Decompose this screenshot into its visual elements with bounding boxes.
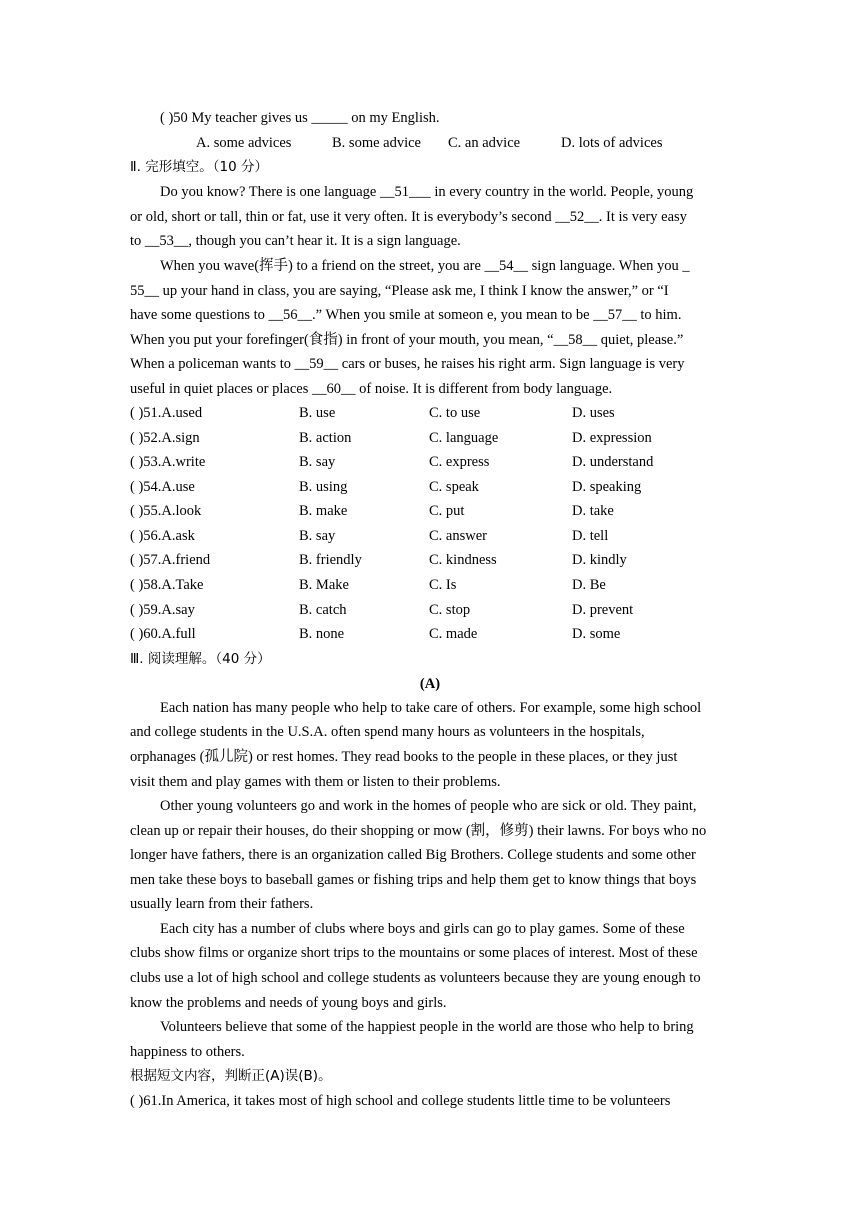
option-c: C. Is	[429, 577, 457, 593]
option-b: B. say	[299, 528, 336, 544]
option-c: C. to use	[429, 405, 481, 421]
option-d: D. kindly	[572, 552, 627, 568]
passage-line: Volunteers believe that some of the happiest people in the world are those who help to bring	[160, 1019, 694, 1035]
question-number: ( )53.A.write	[130, 454, 206, 470]
option-b: B. use	[299, 405, 336, 421]
question-number: ( )54.A.use	[130, 479, 195, 495]
option-b: B. action	[299, 430, 352, 446]
passage-line: visit them and play games with them or listen to their problems.	[130, 774, 501, 790]
question-number: ( )52.A.sign	[130, 430, 200, 446]
question-number: ( )56.A.ask	[130, 528, 195, 544]
passage-line: Each nation has many people who help to take care of others. For example, some high school	[160, 700, 702, 716]
option-c: C. made	[429, 626, 478, 642]
passage-line: When you wave(挥手) to a friend on the street, you are __54__ sign language. When you _	[160, 258, 690, 274]
option-d: D. take	[572, 503, 614, 519]
passage-line: clubs use a lot of high school and college students as volunteers because they are young enough to	[130, 970, 701, 986]
passage-line: clean up or repair their houses, do their shopping or mow (割，修剪) their lawns. For boys who no	[130, 823, 707, 839]
passage-line: Each city has a number of clubs where boys and girls can go to play games. Some of these	[160, 921, 685, 937]
question-number: ( )51.A.used	[130, 405, 203, 421]
passage-line: usually learn from their fathers.	[130, 896, 314, 912]
option-b: B. catch	[299, 602, 347, 618]
option-b: B. say	[299, 454, 336, 470]
passage-line: orphanages (孤儿院) or rest homes. They read books to the people in these places, or they just	[130, 749, 678, 765]
option-c: C. kindness	[429, 552, 497, 568]
option-b: B. using	[299, 479, 348, 495]
option-c: C. put	[429, 503, 465, 519]
passage-line: When a policeman wants to __59__ cars or buses, he raises his right arm. Sign language is very	[130, 356, 685, 372]
question-number: ( )57.A.friend	[130, 552, 211, 568]
passage-label: (A)	[419, 676, 441, 692]
passage-line: or old, short or tall, thin or fat, use it very often. It is everybody’s second __52__. It is very easy	[130, 209, 687, 225]
option-b: B. make	[299, 503, 348, 519]
option-c: C. answer	[429, 528, 487, 544]
option-d: D. expression	[572, 430, 652, 446]
passage-line: to __53__, though you can’t hear it. It is a sign language.	[130, 233, 461, 249]
option-b: B. friendly	[299, 552, 362, 568]
option-a: A. some advices	[196, 135, 292, 151]
option-c: C. speak	[429, 479, 479, 495]
question-61: ( )61.In America, it takes most of high school and college students little time to be volunteers	[130, 1093, 671, 1109]
passage-line: have some questions to __56__.” When you smile at someon e, you mean to be __57__ to him.	[130, 307, 682, 323]
section-heading: Ⅲ. 阅读理解。（40 分）	[130, 651, 271, 667]
section-heading: Ⅱ. 完形填空。（10 分）	[130, 159, 268, 175]
option-c: C. an advice	[448, 135, 521, 151]
option-b: B. Make	[299, 577, 349, 593]
passage-line: and college students in the U.S.A. often spend many hours as volunteers in the hospitals,	[130, 724, 645, 740]
question-number: ( )59.A.say	[130, 602, 195, 618]
passage-line: know the problems and needs of young boys and girls.	[130, 995, 447, 1011]
option-b: B. some advice	[332, 135, 421, 151]
option-d: D. uses	[572, 405, 615, 421]
passage-line: clubs show films or organize short trips to the mountains or some places of interest. Most of these	[130, 945, 698, 961]
option-c: C. express	[429, 454, 490, 470]
option-d: D. tell	[572, 528, 609, 544]
passage-line: useful in quiet places or places __60__ of noise. It is different from body language.	[130, 381, 613, 397]
passage-line: Other young volunteers go and work in the homes of people who are sick or old. They paint,	[160, 798, 697, 814]
question-50-stem: ( )50 My teacher gives us _____ on my English.	[160, 110, 440, 126]
passage-line: happiness to others.	[130, 1044, 245, 1060]
passage-line: longer have fathers, there is an organization called Big Brothers. College students and some other	[130, 847, 696, 863]
question-number: ( )58.A.Take	[130, 577, 204, 593]
option-b: B. none	[299, 626, 345, 642]
option-d: D. some	[572, 626, 621, 642]
passage-line: 55__ up your hand in class, you are saying, “Please ask me, I think I know the answer,” or “I	[130, 283, 669, 299]
passage-line: Do you know? There is one language __51___ in every country in the world. People, young	[160, 184, 694, 200]
passage-line: When you put your forefinger(食指) in front of your mouth, you mean, “__58__ quiet, please.”	[130, 332, 684, 348]
option-d: D. prevent	[572, 602, 634, 618]
instruction: 根据短文内容，判断正(A)误(B)。	[130, 1068, 332, 1084]
question-number: ( )55.A.look	[130, 503, 202, 519]
question-number: ( )60.A.full	[130, 626, 196, 642]
option-d: D. lots of advices	[561, 135, 663, 151]
option-c: C. language	[429, 430, 499, 446]
option-c: C. stop	[429, 602, 471, 618]
option-d: D. speaking	[572, 479, 642, 495]
option-d: D. understand	[572, 454, 654, 470]
option-d: D. Be	[572, 577, 606, 593]
passage-line: men take these boys to baseball games or fishing trips and help them get to know things that boys	[130, 872, 697, 888]
